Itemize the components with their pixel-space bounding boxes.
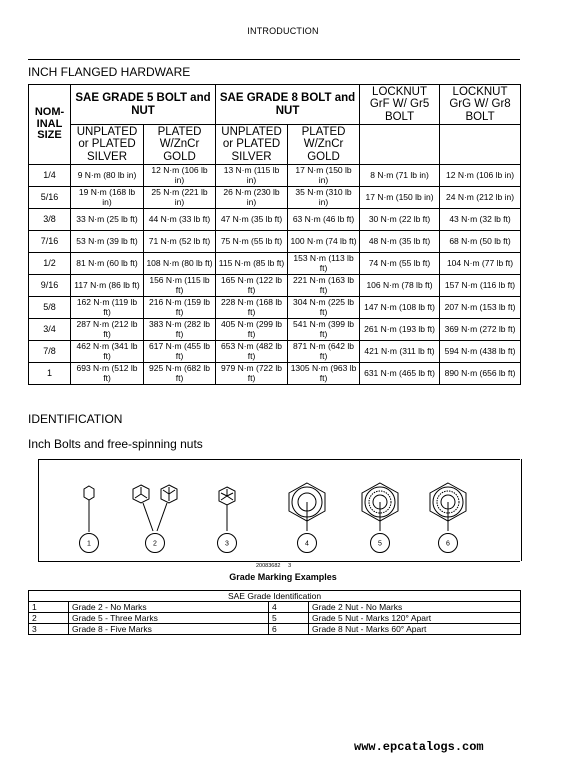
torque-cell: 157 N·m (116 lb ft) [440,275,521,297]
torque-table-body [29,165,521,385]
torque-cell: 48 N·m (35 lb ft) [360,231,440,253]
torque-cell: 47 N·m (35 lb ft) [216,209,288,231]
torque-cell: 19 N·m (168 lb in) [71,187,144,209]
torque-cell: 108 N·m (80 lb ft) [144,253,216,275]
grade-identification-table [28,590,521,635]
header-plated-grade5: PLATED W/ZnCr GOLD [144,125,216,165]
torque-cell: 12 N·m (106 lb in) [440,165,521,187]
torque-cell: 117 N·m (86 lb ft) [71,275,144,297]
table-row [29,165,521,187]
nut-grade2-icon [289,483,325,531]
torque-cell: 44 N·m (33 lb ft) [144,209,216,231]
grade-item-description: Grade 8 - Five Marks [69,624,269,635]
size-cell: 3/4 [29,319,71,341]
nut-grade8-icon [430,483,466,531]
header-locknut-grg: LOCKNUT GrG W/ Gr8 BOLT [440,85,521,125]
torque-cell: 631 N·m (465 lb ft) [360,363,440,385]
table-row [29,319,521,341]
nut-grade5-icon [362,483,398,531]
grade-item-description: Grade 5 - Three Marks [69,613,269,624]
size-cell: 3/8 [29,209,71,231]
torque-cell: 17 N·m (150 lb in) [360,187,440,209]
size-cell: 1/4 [29,165,71,187]
grade-table-title: SAE Grade Identification [29,591,521,602]
torque-cell: 405 N·m (299 lb ft) [216,319,288,341]
torque-cell: 261 N·m (193 lb ft) [360,319,440,341]
identification-subtitle: Inch Bolts and free-spinning nuts [28,437,203,451]
table-row [29,624,521,635]
torque-cell: 26 N·m (230 lb in) [216,187,288,209]
figure-code [256,563,291,569]
figure-number: 3 [288,563,292,569]
torque-cell: 228 N·m (168 lb ft) [216,297,288,319]
table-row [29,602,521,613]
torque-cell: 594 N·m (438 lb ft) [440,341,521,363]
table-row [29,363,521,385]
torque-cell: 162 N·m (119 lb ft) [71,297,144,319]
torque-cell: 653 N·m (482 lb ft) [216,341,288,363]
callout-4: 4 [305,540,309,548]
torque-cell: 43 N·m (32 lb ft) [440,209,521,231]
torque-cell: 693 N·m (512 lb ft) [71,363,144,385]
grade-item-description: Grade 5 Nut - Marks 120° Apart [309,613,521,624]
grade-table-body [29,602,521,635]
torque-cell: 71 N·m (52 lb ft) [144,231,216,253]
torque-cell: 17 N·m (150 lb in) [288,165,360,187]
size-cell: 5/8 [29,297,71,319]
torque-cell: 104 N·m (77 lb ft) [440,253,521,275]
torque-cell: 63 N·m (46 lb ft) [288,209,360,231]
header-unplated-grade8: UNPLATED or PLATED SILVER [216,125,288,165]
torque-cell: 147 N·m (108 lb ft) [360,297,440,319]
size-cell: 7/8 [29,341,71,363]
grade-item-number: 6 [269,624,309,635]
torque-cell: 35 N·m (310 lb in) [288,187,360,209]
figure-bottom-border [38,561,520,562]
torque-cell: 74 N·m (55 lb ft) [360,253,440,275]
torque-cell: 13 N·m (115 lb in) [216,165,288,187]
header-empty-cell [360,125,440,165]
torque-cell: 153 N·m (113 lb ft) [288,253,360,275]
bolt-grade2-icon [84,486,94,532]
callout-2: 2 [153,540,157,548]
grade-item-number: 1 [29,602,69,613]
torque-cell: 68 N·m (50 lb ft) [440,231,521,253]
grade-item-number: 2 [29,613,69,624]
torque-cell: 25 N·m (221 lb in) [144,187,216,209]
torque-cell: 100 N·m (74 lb ft) [288,231,360,253]
size-cell: 1 [29,363,71,385]
torque-cell: 156 N·m (115 lb ft) [144,275,216,297]
grade-item-number: 4 [269,602,309,613]
size-cell: 7/16 [29,231,71,253]
figure-caption: Grade Marking Examples [229,572,337,582]
torque-cell: 890 N·m (656 lb ft) [440,363,521,385]
footer-url[interactable]: www.epcatalogs.com [354,740,484,754]
torque-cell: 383 N·m (282 lb ft) [144,319,216,341]
callout-5: 5 [378,540,382,548]
size-cell: 1/2 [29,253,71,275]
header-nominal-size: NOM-INAL SIZE [29,85,71,165]
bolt-grade5-icon [133,485,177,531]
grade-item-description: Grade 8 Nut - Marks 60° Apart [309,624,521,635]
table-row [29,209,521,231]
grade-item-description: Grade 2 - No Marks [69,602,269,613]
grade-marking-illustration [39,459,521,561]
callout-1: 1 [87,540,91,548]
size-cell: 9/16 [29,275,71,297]
header-empty-cell [440,125,521,165]
header-locknut-grf: LOCKNUT GrF W/ Gr5 BOLT [360,85,440,125]
table-row [29,341,521,363]
callout-3: 3 [225,540,229,548]
identification-title: IDENTIFICATION [28,412,123,426]
torque-cell: 541 N·m (399 lb ft) [288,319,360,341]
torque-cell: 221 N·m (163 lb ft) [288,275,360,297]
torque-cell: 9 N·m (80 lb in) [71,165,144,187]
torque-cell: 207 N·m (153 lb ft) [440,297,521,319]
torque-cell: 216 N·m (159 lb ft) [144,297,216,319]
header-sae-grade-8: SAE GRADE 8 BOLT and NUT [216,85,360,125]
torque-cell: 304 N·m (225 lb ft) [288,297,360,319]
torque-cell: 369 N·m (272 lb ft) [440,319,521,341]
torque-table [28,84,521,385]
table-row [29,231,521,253]
grade-item-description: Grade 2 Nut - No Marks [309,602,521,613]
torque-cell: 871 N·m (642 lb ft) [288,341,360,363]
table-row [29,253,521,275]
torque-cell: 12 N·m (106 lb in) [144,165,216,187]
bolt-grade8-icon [219,487,235,531]
size-cell: 5/16 [29,187,71,209]
table-row [29,613,521,624]
torque-cell: 8 N·m (71 lb in) [360,165,440,187]
page-header: INTRODUCTION [247,26,319,36]
torque-cell: 979 N·m (722 lb ft) [216,363,288,385]
torque-cell: 115 N·m (85 lb ft) [216,253,288,275]
torque-cell: 462 N·m (341 lb ft) [71,341,144,363]
table-row [29,187,521,209]
callout-6: 6 [446,540,450,548]
header-plated-grade8: PLATED W/ZnCr GOLD [288,125,360,165]
header-unplated-grade5: UNPLATED or PLATED SILVER [71,125,144,165]
torque-cell: 33 N·m (25 lb ft) [71,209,144,231]
torque-cell: 287 N·m (212 lb ft) [71,319,144,341]
torque-cell: 106 N·m (78 lb ft) [360,275,440,297]
section-divider [28,59,520,60]
grade-item-number: 5 [269,613,309,624]
torque-cell: 165 N·m (122 lb ft) [216,275,288,297]
figure-code-number: 20083682 [256,563,281,569]
torque-cell: 925 N·m (682 lb ft) [144,363,216,385]
torque-cell: 1305 N·m (963 lb ft) [288,363,360,385]
grade-item-number: 3 [29,624,69,635]
torque-cell: 81 N·m (60 lb ft) [71,253,144,275]
table-row [29,275,521,297]
torque-cell: 75 N·m (55 lb ft) [216,231,288,253]
torque-cell: 30 N·m (22 lb ft) [360,209,440,231]
section-title: INCH FLANGED HARDWARE [28,65,191,79]
torque-cell: 617 N·m (455 lb ft) [144,341,216,363]
torque-cell: 24 N·m (212 lb in) [440,187,521,209]
grade-marking-figure [38,459,522,561]
torque-cell: 421 N·m (311 lb ft) [360,341,440,363]
torque-cell: 53 N·m (39 lb ft) [71,231,144,253]
table-row [29,297,521,319]
header-sae-grade-5: SAE GRADE 5 BOLT and NUT [71,85,216,125]
